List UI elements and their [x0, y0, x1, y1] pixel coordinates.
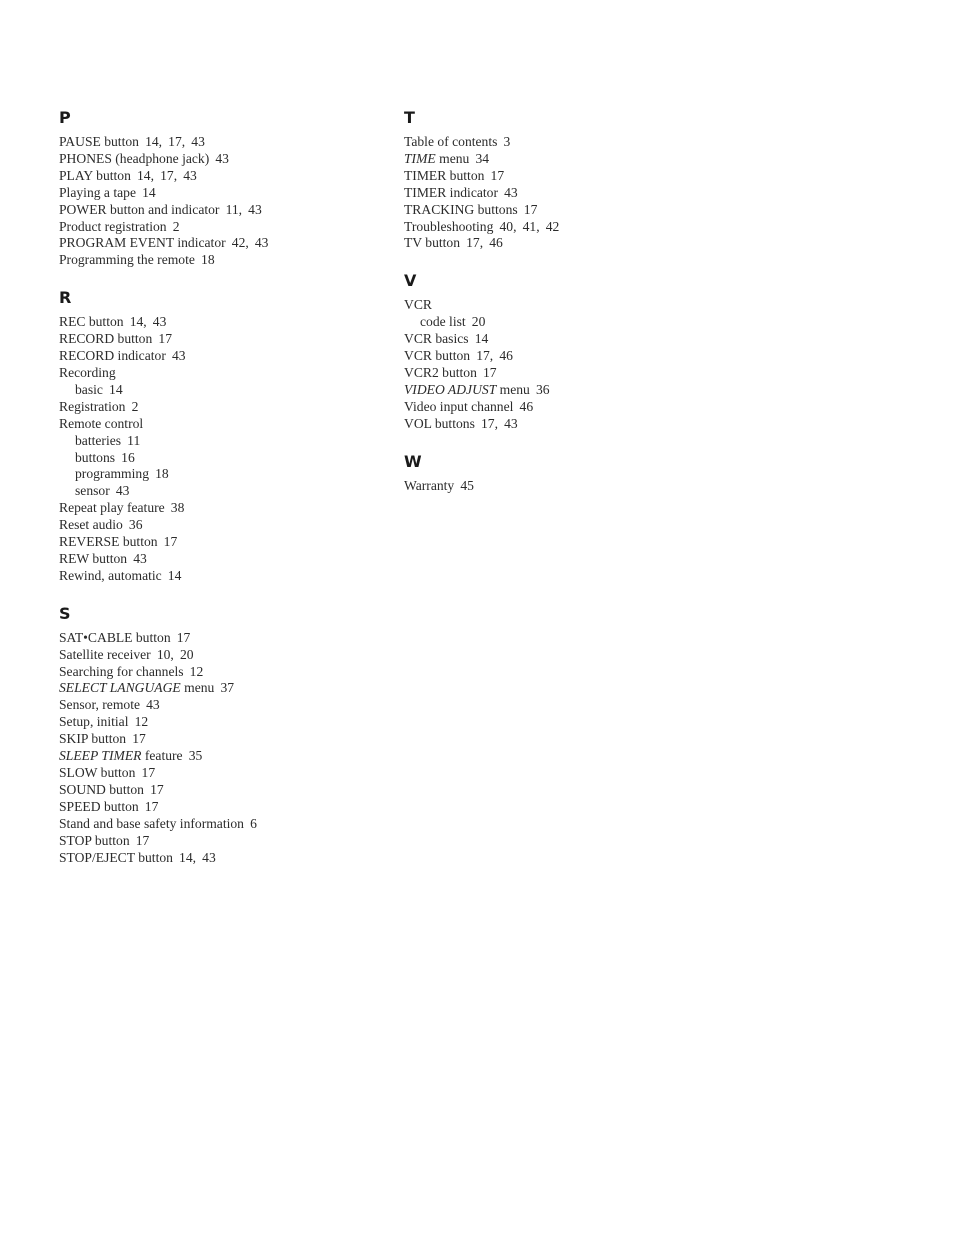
- index-entry: [59, 252, 389, 269]
- entry-term: Troubleshooting: [404, 218, 494, 234]
- index-section-t: [404, 108, 734, 252]
- index-entry: [404, 331, 734, 348]
- entry-term: RECORD indicator: [59, 348, 166, 364]
- entry-term: VCR: [404, 297, 432, 313]
- entry-term: Setup, initial: [59, 714, 129, 730]
- entry-italic-term: SELECT LANGUAGE: [59, 680, 181, 696]
- index-entry: [404, 168, 734, 185]
- index-column-right: [404, 108, 734, 514]
- entry-term: Registration: [59, 398, 126, 414]
- entry-term: TIMER button: [404, 167, 485, 183]
- entry-page-refs: 11: [127, 432, 141, 448]
- entry-page-refs: 46: [519, 398, 534, 414]
- entry-page-refs: 12: [189, 663, 204, 679]
- entry-term: STOP/EJECT button: [59, 849, 173, 865]
- entry-page-refs: 17: [523, 201, 538, 217]
- entry-term: VCR button: [404, 348, 471, 364]
- entry-page-refs: 14: [474, 331, 489, 347]
- entry-term: POWER button and indicator: [59, 201, 220, 217]
- entry-term: VCR2 button: [404, 364, 477, 380]
- entry-page-refs: 17: [163, 534, 178, 550]
- entry-page-refs: 16: [121, 449, 135, 465]
- entry-term: feature: [141, 748, 183, 764]
- entry-term: REVERSE button: [59, 534, 158, 550]
- entry-term: TV button: [404, 235, 461, 251]
- entry-page-refs: 35: [188, 748, 203, 764]
- entry-term: Reset audio: [59, 517, 123, 533]
- index-entry: [59, 365, 389, 382]
- entry-term: Video input channel: [404, 398, 514, 414]
- index-entry: [59, 833, 389, 850]
- entry-term: SOUND button: [59, 781, 144, 797]
- entry-page-refs: 43: [146, 697, 160, 713]
- index-entry: [59, 551, 389, 568]
- entry-term: menu: [180, 680, 215, 696]
- index-entry: [404, 399, 734, 416]
- entry-term: Table of contents: [404, 134, 498, 149]
- entry-term: REW button: [59, 550, 128, 566]
- entry-page-refs: 12: [134, 714, 149, 730]
- index-entry: [59, 416, 389, 433]
- entry-term: menu: [435, 150, 470, 166]
- entry-page-refs: 17: [132, 731, 146, 747]
- index-entry: [59, 168, 389, 185]
- entry-term: sensor: [75, 483, 110, 499]
- entry-page-refs: 17: [141, 765, 156, 780]
- entry-term: Playing a tape: [59, 184, 137, 200]
- entry-page-refs: 2: [131, 398, 139, 414]
- index-entry: [59, 680, 389, 697]
- entry-page-refs: 14, 17, 43: [145, 134, 205, 149]
- entry-term: STOP button: [59, 832, 130, 848]
- index-entry: [59, 219, 389, 236]
- entry-page-refs: 10, 20: [156, 646, 194, 662]
- index-entry: [404, 297, 734, 314]
- entry-page-refs: 17: [176, 629, 191, 645]
- entry-page-refs: 36: [535, 381, 550, 397]
- index-entry: [59, 782, 389, 799]
- entry-page-refs: 6: [250, 815, 257, 831]
- entry-page-refs: 17, 43: [480, 415, 518, 431]
- entry-term: Sensor, remote: [59, 697, 140, 713]
- entry-italic-term: VIDEO ADJUST: [404, 381, 497, 397]
- entry-page-refs: 11, 43: [225, 201, 262, 217]
- index-entry: [404, 134, 734, 151]
- entry-term: Rewind, automatic: [59, 567, 162, 583]
- entry-page-refs: 43: [171, 348, 186, 364]
- entry-page-refs: 43: [504, 184, 518, 200]
- entry-term: Satellite receiver: [59, 646, 151, 662]
- index-entry: [404, 382, 734, 399]
- index-section-s: [59, 604, 389, 867]
- index-entry: [404, 416, 734, 433]
- index-section-v: [404, 271, 734, 432]
- entry-term: Repeat play feature: [59, 500, 165, 516]
- index-entry: [59, 534, 389, 551]
- entry-term: SPEED button: [59, 798, 139, 814]
- section-letter-heading: V: [404, 271, 417, 291]
- index-entry: [59, 151, 389, 168]
- entry-term: PAUSE button: [59, 134, 139, 149]
- index-entry: [404, 185, 734, 202]
- entry-page-refs: 43: [215, 150, 229, 166]
- entry-term: SLOW button: [59, 765, 136, 780]
- index-entry: [59, 748, 389, 765]
- entry-page-refs: 34: [475, 150, 490, 166]
- entry-page-refs: 17: [490, 167, 505, 183]
- entry-term: Warranty: [404, 477, 455, 493]
- entry-term: PLAY button: [59, 167, 131, 183]
- entry-page-refs: 17: [483, 364, 497, 380]
- entry-page-refs: 17: [144, 798, 159, 814]
- index-entry: [59, 714, 389, 731]
- entry-term: Stand and base safety information: [59, 815, 244, 831]
- index-subentry: [59, 433, 389, 450]
- entry-page-refs: 14: [142, 184, 156, 200]
- entry-term: TIMER indicator: [404, 184, 499, 200]
- index-entry: [59, 799, 389, 816]
- index-entry: [59, 697, 389, 714]
- index-entry: [59, 568, 389, 585]
- entry-page-refs: 18: [201, 252, 215, 268]
- index-section-w: [404, 452, 734, 495]
- entry-term: PHONES (headphone jack): [59, 150, 210, 166]
- entry-page-refs: 17: [158, 331, 172, 347]
- entry-term: Product registration: [59, 218, 167, 234]
- entry-term: Remote control: [59, 415, 144, 431]
- index-entry: [404, 478, 734, 495]
- index-subentry: [59, 382, 389, 399]
- index-entry: [59, 664, 389, 681]
- entry-term: REC button: [59, 314, 124, 330]
- entry-page-refs: 18: [155, 466, 169, 482]
- index-entry: [59, 647, 389, 664]
- entry-term: basic: [75, 381, 103, 397]
- section-letter-heading: T: [404, 108, 415, 127]
- index-entry: [59, 185, 389, 202]
- entry-page-refs: 3: [503, 134, 511, 149]
- entry-term: TRACKING buttons: [404, 201, 518, 217]
- index-entry: [59, 348, 389, 365]
- entry-page-refs: 45: [460, 477, 474, 493]
- index-entry: [59, 500, 389, 517]
- index-entry: [59, 731, 389, 748]
- entry-term: Programming the remote: [59, 252, 195, 268]
- entry-term: batteries: [75, 432, 122, 448]
- entry-page-refs: 37: [220, 680, 235, 696]
- section-letter-heading: P: [59, 108, 71, 127]
- index-entry: [404, 348, 734, 365]
- index-entry: [59, 314, 389, 331]
- entry-page-refs: 36: [128, 517, 143, 533]
- entry-page-refs: 17, 46: [476, 348, 513, 364]
- entry-page-refs: 17: [135, 832, 150, 848]
- entry-page-refs: 17, 46: [466, 235, 503, 251]
- entry-term: Searching for channels: [59, 663, 184, 679]
- index-entry: [59, 517, 389, 534]
- entry-term: PROGRAM EVENT indicator: [59, 235, 226, 251]
- entry-page-refs: 38: [170, 500, 185, 516]
- index-section-r: [59, 288, 389, 585]
- index-entry: [404, 235, 734, 252]
- index-subentry: [59, 466, 389, 483]
- index-section-p: [59, 108, 389, 269]
- entry-italic-term: TIME: [404, 150, 436, 166]
- entry-term: menu: [496, 381, 530, 397]
- index-entry: [59, 399, 389, 416]
- index-entry: [59, 235, 389, 252]
- index-entry: [59, 765, 389, 782]
- entry-page-refs: 14, 43: [129, 314, 167, 330]
- index-subentry: [404, 314, 734, 331]
- entry-page-refs: 2: [172, 218, 180, 234]
- entry-page-refs: 20: [471, 314, 486, 330]
- index-entry: [59, 331, 389, 348]
- entry-page-refs: 14: [109, 381, 123, 397]
- index-subentry: [59, 450, 389, 467]
- index-entry: [59, 850, 389, 867]
- entry-page-refs: 43: [133, 550, 147, 566]
- index-column-left: [59, 108, 389, 885]
- entry-term: Recording: [59, 364, 116, 380]
- entry-page-refs: 14, 43: [179, 849, 216, 865]
- section-letter-heading: R: [59, 288, 72, 308]
- entry-page-refs: 43: [115, 483, 130, 499]
- section-letter-heading: S: [59, 603, 71, 623]
- entry-term: programming: [75, 466, 149, 482]
- entry-page-refs: 14: [167, 567, 182, 583]
- index-entry: [404, 219, 734, 236]
- entry-term: buttons: [75, 449, 116, 465]
- entry-page-refs: 14, 17, 43: [137, 167, 197, 183]
- section-letter-heading: W: [404, 451, 422, 471]
- entry-term: SKIP button: [59, 731, 127, 747]
- index-subentry: [59, 483, 389, 500]
- entry-term: VCR basics: [404, 331, 469, 347]
- entry-page-refs: 42, 43: [231, 235, 269, 251]
- entry-term: RECORD button: [59, 331, 153, 347]
- index-entry: [404, 365, 734, 382]
- index-entry: [59, 630, 389, 647]
- index-entry: [59, 134, 389, 151]
- index-entry: [404, 202, 734, 219]
- index-entry: [59, 816, 389, 833]
- entry-page-refs: 17: [150, 781, 164, 797]
- entry-italic-term: SLEEP TIMER: [59, 748, 142, 764]
- entry-page-refs: 40, 41, 42: [499, 218, 560, 234]
- index-entry: [404, 151, 734, 168]
- index-entry: [59, 202, 389, 219]
- entry-term: code list: [420, 314, 466, 330]
- entry-term: VOL buttons: [404, 415, 475, 431]
- entry-term: SAT•CABLE button: [59, 629, 171, 645]
